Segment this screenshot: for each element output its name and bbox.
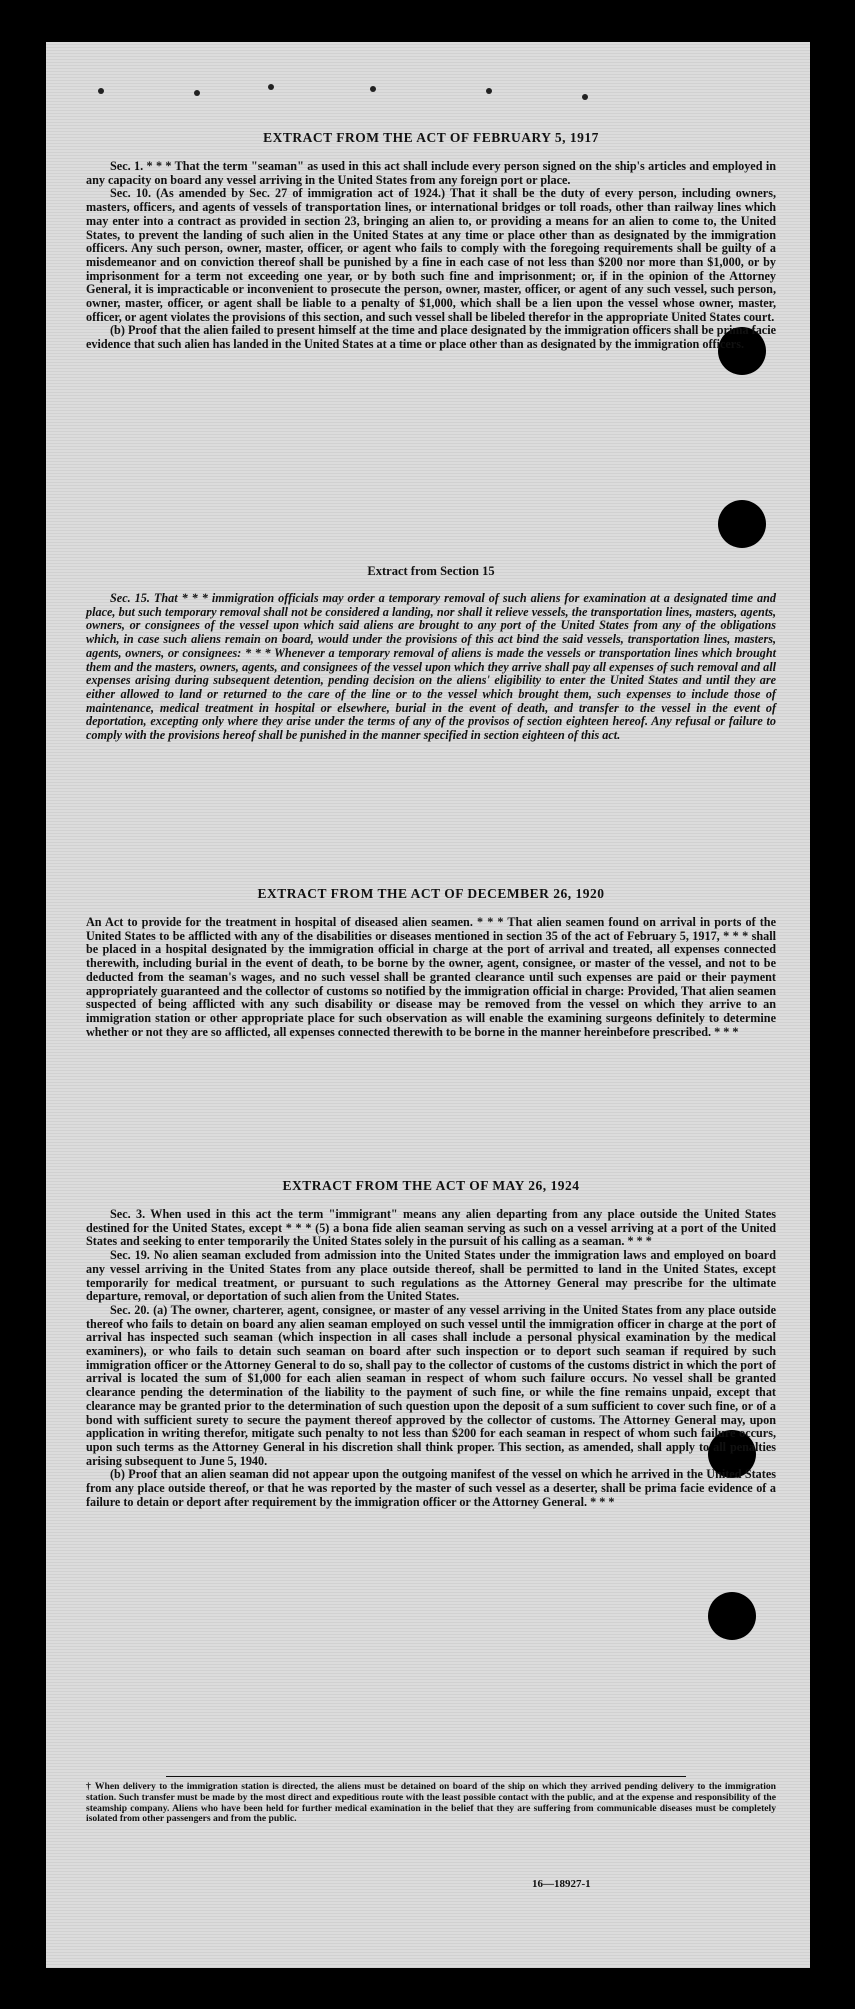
paper-speck	[370, 86, 376, 92]
paragraph-sec3: Sec. 3. When used in this act the term "immigrant" means any alien departing from any place outside the United States destined for the United States, except * * * (5) a bona fide alien seaman serving as such on a vessel arriving at a port of the United States and seeking to enter temporarily the United States solely in the pursuit of his calling as a seaman. * * *	[86, 1207, 776, 1249]
paper-speck	[582, 94, 588, 100]
paper-speck	[194, 90, 200, 96]
paragraph-act-1920: An Act to provide for the treatment in hospital of diseased alien seamen. * * * That alien seamen found on arrival in ports of the United States to be afflicted with any of the disabilities or diseases mentioned in section 35 of the act of February 5, 1917, * * * shall be placed in a hospital designated by the immigration official in charge at the port of arrival and treated, all expenses connected therewith, including burial in the event of death, to be borne by the owner, agent, consignee, or master of the vessel, and not to be deducted from the seaman's wages, and no such vessel shall be granted clearance until such expenses are paid or their payment appropriately guaranteed and the collector of customs so notified by the immigration official in charge: Provided, That alien seamen suspected of being afflicted with any such disability or disease may be removed from the vessel on which they arrive to an immigration station or other appropriate place for such observation as will enable the examining surgeons definitely to determine whether or not they are so afflicted, all expenses connected therewith to be borne in the manner hereinbefore prescribed. * * *	[86, 915, 776, 1039]
punch-hole	[708, 1592, 756, 1640]
section-heading-1917: EXTRACT FROM THE ACT OF FEBRUARY 5, 1917	[263, 130, 599, 145]
paragraph-sec15: Sec. 15. That * * * immigration officials may order a temporary removal of such aliens for examination at a designated time and place, but such temporary removal shall not be considered a landing, nor shall it relieve vessels, the transportation lines, masters, agents, owners, or consignees of the vessel upon which said aliens are brought to any port of the United States from any of the obligations which, in case such aliens remain on board, would under the provisions of this act bind the said vessels, transportation lines, masters, agents, owners, or consignees: * * * Whenever a temporary removal of aliens is made the vessels or transportation lines which brought them and the masters, owners, agents, and consignees of the vessel upon which they arrive shall pay all expenses of such removal and all expenses arising during subsequent detention, pending decision on the aliens' eligibility to enter the United States and until they are either allowed to land or returned to the care of the line or to the vessel which brought them, such expenses to include those of maintenance, medical treatment in hospital or elsewhere, burial in the event of death, and transfer to the vessel in the event of deportation, excepting only where they arise under the terms of any of the provisos of section eighteen hereof. Any refusal or failure to comply with the provisions hereof shall be punished in the manner specified in section eighteen of this act.	[86, 591, 776, 743]
punch-hole	[718, 500, 766, 548]
section-1920-body	[86, 916, 776, 1039]
section-1917-body	[86, 160, 776, 352]
document-page	[46, 42, 810, 1968]
section-15-body	[86, 592, 776, 743]
section-heading-1924: EXTRACT FROM THE ACT OF MAY 26, 1924	[282, 1178, 580, 1193]
paragraph-sec20b: (b) Proof that an alien seaman did not appear upon the outgoing manifest of the vessel on which he arrived in the United States from any place outside thereof, or that he was reported by the master of such vessel as a deserter, shall be prima facie evidence of a failure to detain or deport after requirement by the immigration officer or the Attorney General. * * *	[86, 1467, 776, 1509]
paragraph-sec19: Sec. 19. No alien seaman excluded from admission into the United States under the immigration laws and employed on board any vessel arriving in the United States from any place outside thereof, shall be permitted to land in the United States, except temporarily for medical treatment, or pursuant to such regulations as the Attorney General may prescribe for the ultimate departure, removal, or deportation of such alien from the United States.	[86, 1248, 776, 1304]
paper-speck	[268, 84, 274, 90]
section-heading-1920: EXTRACT FROM THE ACT OF DECEMBER 26, 1920	[257, 886, 605, 901]
footnote-divider	[166, 1776, 686, 1777]
paper-speck	[98, 88, 104, 94]
footnote: † When delivery to the immigration station is directed, the aliens must be detained on board of the ship on which they arrived pending delivery to the immigration station. Such transfer must be made by the most direct and expeditious route with the least possible contact with the public, and at the expense and responsibility of the steamship company. Aliens who have been held for further medical examination in the belief that they are suffering from communicable diseases must be completely isolated from other passengers and from the public.	[86, 1781, 776, 1825]
paragraph-sec10b: (b) Proof that the alien failed to present himself at the time and place designated by the immigration officers shall be prima facie evidence that such alien has landed in the United States at a time or place other than as designated by the immigration officers.	[86, 323, 776, 352]
paper-speck	[486, 88, 492, 94]
section-heading-section15: Extract from Section 15	[367, 564, 495, 578]
section-1924-body	[86, 1208, 776, 1509]
paragraph-sec20a: Sec. 20. (a) The owner, charterer, agent, consignee, or master of any vessel arriving in the United States from any place outside thereof who fails to detain on board any alien seaman employed on such vessel until the immigration officer in charge at the port of arrival has inspected such seaman (which inspection in all cases shall include a personal physical examination by the medical examiners), or who fails to detain such seaman on board after such inspection or to deport such seaman if required by such immigration officer or the Attorney General to do so, shall pay to the collector of customs of the customs district in which the port of arrival is located the sum of $1,000 for each alien seaman in respect of whom such failure occurs. No vessel shall be granted clearance pending the determination of the liability to the payment of such fine, or while the fine remains unpaid, except that clearance may be granted prior to the determination of such question upon the deposit of a sum sufficient to cover such fine, or of a bond with sufficient surety to secure the payment thereof approved by the collector of customs. The Attorney General may, upon application in writing therefor, mitigate such penalty to not less than $200 for each seaman in respect of whom such failure occurs, upon such terms as the Attorney General in his discretion shall think proper. This section, as amended, shall apply to all penalties arising subsequent to June 5, 1940.	[86, 1302, 776, 1468]
form-number: 16—18927-1	[532, 1878, 591, 1890]
paragraph-sec10: Sec. 10. (As amended by Sec. 27 of immigration act of 1924.) That it shall be the duty of every person, including owners, masters, officers, and agents of vessels of transportation lines, or international bridges or toll roads, other than railway lines which may enter into a contract as provided in section 23, bringing an alien to, or providing a means for an alien to come to, the United States, to prevent the landing of such alien in the United States at any time or place other than as designated by the immigration officers. Any such person, owner, master, officer, or agent who fails to comply with the foregoing requirements shall be guilty of a misdemeanor and on conviction thereof shall be punished by a fine in each case of not less than $200 nor more than $1,000, or by imprisonment for a term not exceeding one year, or by both such fine and imprisonment; or, if in the opinion of the Attorney General, it is impracticable or inconvenient to prosecute the person, owner, master, officer, or agent of any such vessel, such person, owner, master, officer, or agent shall be liable to a penalty of $1,000, which shall be a lien upon the vessel whose owner, master, officer, or agent violates the provisions of this section, and such vessel shall be libeled therefor in the appropriate United States court.	[86, 186, 776, 324]
paragraph-sec1: Sec. 1. * * * That the term "seaman" as used in this act shall include every person signed on the ship's articles and employed in any capacity on board any vessel arriving in the United States from any foreign port or place.	[86, 159, 776, 187]
